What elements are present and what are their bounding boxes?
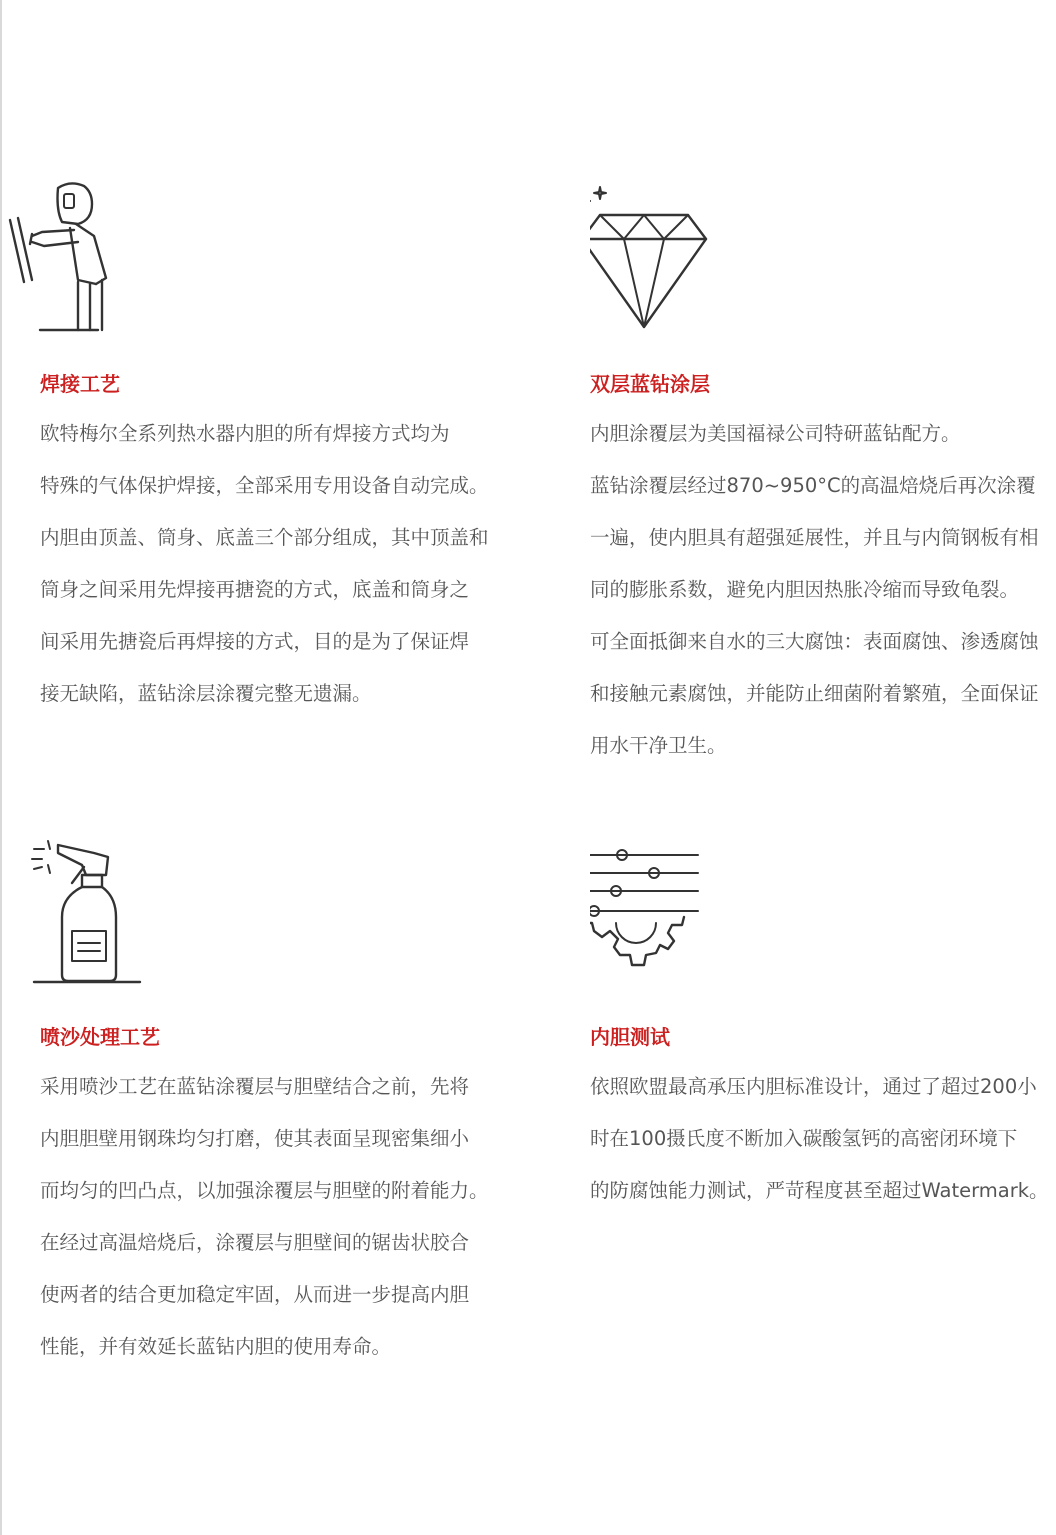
body-line: 使两者的结合更加稳定牢固，从而进一步提高内胆 <box>40 1283 470 1306</box>
section-title: 焊接工艺 <box>40 372 120 396</box>
welder-icon <box>8 180 108 335</box>
body-line: 而均匀的凹凸点，以加强涂覆层与胆壁的附着能力。 <box>40 1179 489 1202</box>
body-line: 可全面抵御来自水的三大腐蚀：表面腐蚀、渗透腐蚀 <box>590 630 1039 653</box>
body-line: 内胆涂覆层为美国福禄公司特研蓝钻配方。 <box>590 422 961 445</box>
body-line: 依照欧盟最高承压内胆标准设计，通过了超过200小 <box>590 1075 1037 1098</box>
gear-sliders-icon <box>590 845 708 980</box>
diamond-icon <box>590 185 708 335</box>
body-line: 采用喷沙工艺在蓝钻涂覆层与胆壁结合之前，先将 <box>40 1075 470 1098</box>
section-body <box>40 1061 489 1373</box>
body-line: 同的膨胀系数，避免内胆因热胀冷缩而导致龟裂。 <box>590 578 1020 601</box>
page-left-edge <box>0 0 2 1535</box>
section-testing <box>590 835 1056 1255</box>
body-line: 内胆由顶盖、筒身、底盖三个部分组成，其中顶盖和 <box>40 526 489 549</box>
body-line: 在经过高温焙烧后，涂覆层与胆壁间的锯齿状胶合 <box>40 1231 470 1254</box>
section-body <box>590 1061 1049 1217</box>
section-coating <box>590 180 1056 800</box>
body-line: 特殊的气体保护焊接，全部采用专用设备自动完成。 <box>40 474 489 497</box>
body-line: 和接触元素腐蚀，并能防止细菌附着繁殖，全面保证 <box>590 682 1039 705</box>
body-line: 内胆胆壁用钢珠均匀打磨，使其表面呈现密集细小 <box>40 1127 470 1150</box>
body-line: 接无缺陷，蓝钻涂层涂覆完整无遗漏。 <box>40 682 372 705</box>
section-title: 喷沙处理工艺 <box>40 1025 160 1049</box>
body-line: 的防腐蚀能力测试，严苛程度甚至超过Watermark。 <box>590 1179 1049 1202</box>
section-title: 内胆测试 <box>590 1025 670 1049</box>
body-line: 性能，并有效延长蓝钻内胆的使用寿命。 <box>40 1335 392 1358</box>
section-body <box>40 408 489 720</box>
body-line: 欧特梅尔全系列热水器内胆的所有焊接方式均为 <box>40 422 450 445</box>
body-line: 一遍，使内胆具有超强延展性，并且与内筒钢板有相 <box>590 526 1039 549</box>
body-line: 用水干净卫生。 <box>590 734 727 757</box>
body-line: 蓝钻涂覆层经过870~950°C的高温焙烧后再次涂覆 <box>590 474 1036 497</box>
section-body <box>590 408 1039 772</box>
spray-bottle-icon <box>28 835 148 985</box>
body-line: 筒身之间采用先焊接再搪瓷的方式，底盖和筒身之 <box>40 578 470 601</box>
section-title: 双层蓝钻涂层 <box>590 372 710 396</box>
body-line: 时在100摄氏度不断加入碳酸氢钙的高密闭环境下 <box>590 1127 1018 1150</box>
body-line: 间采用先搪瓷后再焊接的方式，目的是为了保证焊 <box>40 630 470 653</box>
